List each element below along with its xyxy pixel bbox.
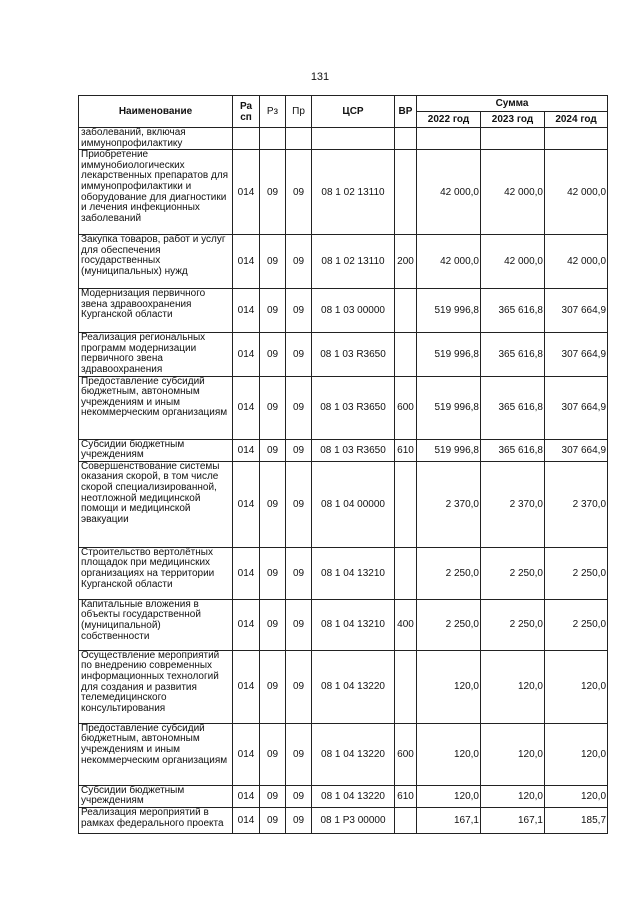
cell-name: Приобретение иммунобиологических лекарственных препаратов для иммунопрофилактики и оборудование для диагностики и лечения инфекционных заболеваний xyxy=(79,150,233,235)
cell-y2024: 185,7 xyxy=(545,807,608,833)
cell-csr: 08 1 02 13110 xyxy=(312,150,395,235)
cell-y2022: 519 996,8 xyxy=(417,333,481,376)
cell-y2022: 42 000,0 xyxy=(417,150,481,235)
table-row xyxy=(79,128,608,150)
cell-name: Строительство вертолётных площадок при медицинских организациях на территории Курганской области xyxy=(79,547,233,599)
cell-y2023: 365 616,8 xyxy=(481,376,545,439)
cell-pr: 09 xyxy=(286,650,312,723)
cell-ra: 014 xyxy=(233,547,260,599)
cell-ra xyxy=(233,128,260,150)
cell-ra: 014 xyxy=(233,439,260,461)
header-csr: ЦСР xyxy=(312,96,395,128)
cell-y2023: 2 250,0 xyxy=(481,547,545,599)
table-body xyxy=(79,128,608,834)
cell-y2023: 167,1 xyxy=(481,807,545,833)
cell-csr: 08 1 P3 00000 xyxy=(312,807,395,833)
cell-y2024: 120,0 xyxy=(545,723,608,785)
cell-pr: 09 xyxy=(286,461,312,547)
cell-pr xyxy=(286,128,312,150)
cell-csr xyxy=(312,128,395,150)
cell-y2022 xyxy=(417,128,481,150)
header-2024: 2024 год xyxy=(545,112,608,128)
cell-pr: 09 xyxy=(286,235,312,289)
cell-vr: 200 xyxy=(395,235,417,289)
cell-vr xyxy=(395,289,417,333)
cell-ra: 014 xyxy=(233,807,260,833)
cell-rz: 09 xyxy=(260,439,286,461)
cell-vr: 600 xyxy=(395,723,417,785)
cell-vr: 600 xyxy=(395,376,417,439)
cell-name: Модернизация первичного звена здравоохранения Курганской области xyxy=(79,289,233,333)
cell-pr: 09 xyxy=(286,807,312,833)
cell-y2023: 120,0 xyxy=(481,785,545,807)
cell-ra: 014 xyxy=(233,235,260,289)
cell-name: Предоставление субсидий бюджетным, автономным учреждениям и иным некоммерческим организациям xyxy=(79,376,233,439)
cell-ra: 014 xyxy=(233,785,260,807)
cell-ra: 014 xyxy=(233,376,260,439)
cell-y2024: 2 250,0 xyxy=(545,599,608,650)
cell-y2022: 42 000,0 xyxy=(417,235,481,289)
cell-y2022: 2 370,0 xyxy=(417,461,481,547)
table-row xyxy=(79,150,608,235)
cell-vr xyxy=(395,128,417,150)
header-name: Наименование xyxy=(79,96,233,128)
cell-y2023: 365 616,8 xyxy=(481,439,545,461)
cell-y2022: 519 996,8 xyxy=(417,376,481,439)
cell-ra: 014 xyxy=(233,599,260,650)
cell-rz: 09 xyxy=(260,807,286,833)
cell-csr: 08 1 04 13220 xyxy=(312,650,395,723)
table-row xyxy=(79,289,608,333)
cell-y2024 xyxy=(545,128,608,150)
cell-y2024: 2 370,0 xyxy=(545,461,608,547)
cell-vr xyxy=(395,650,417,723)
cell-csr: 08 1 04 13210 xyxy=(312,599,395,650)
cell-name: заболеваний, включая иммунопрофилактику xyxy=(79,128,233,150)
budget-table xyxy=(78,95,608,834)
cell-csr: 08 1 04 13220 xyxy=(312,785,395,807)
cell-pr: 09 xyxy=(286,723,312,785)
cell-pr: 09 xyxy=(286,333,312,376)
cell-name: Закупка товаров, работ и услуг для обеспечения государственных (муниципальных) нужд xyxy=(79,235,233,289)
cell-y2022: 2 250,0 xyxy=(417,599,481,650)
table-row xyxy=(79,785,608,807)
cell-pr: 09 xyxy=(286,547,312,599)
cell-csr: 08 1 04 00000 xyxy=(312,461,395,547)
cell-y2023: 2 250,0 xyxy=(481,599,545,650)
header-pr: Пр xyxy=(286,96,312,128)
cell-rz xyxy=(260,128,286,150)
cell-y2022: 519 996,8 xyxy=(417,439,481,461)
cell-rz: 09 xyxy=(260,376,286,439)
cell-y2024: 42 000,0 xyxy=(545,150,608,235)
cell-y2023 xyxy=(481,128,545,150)
cell-csr: 08 1 04 13220 xyxy=(312,723,395,785)
cell-vr: 400 xyxy=(395,599,417,650)
table-row xyxy=(79,333,608,376)
cell-y2023: 42 000,0 xyxy=(481,235,545,289)
cell-y2022: 519 996,8 xyxy=(417,289,481,333)
cell-csr: 08 1 03 00000 xyxy=(312,289,395,333)
header-vr: ВР xyxy=(395,96,417,128)
cell-ra: 014 xyxy=(233,150,260,235)
cell-y2024: 307 664,9 xyxy=(545,439,608,461)
cell-ra: 014 xyxy=(233,650,260,723)
header-rz: Рз xyxy=(260,96,286,128)
cell-y2024: 307 664,9 xyxy=(545,289,608,333)
cell-vr xyxy=(395,807,417,833)
cell-csr: 08 1 03 R3650 xyxy=(312,439,395,461)
cell-name: Капитальные вложения в объекты государственной (муниципальной) собственности xyxy=(79,599,233,650)
cell-rz: 09 xyxy=(260,547,286,599)
cell-y2022: 2 250,0 xyxy=(417,547,481,599)
cell-rz: 09 xyxy=(260,785,286,807)
cell-y2022: 120,0 xyxy=(417,723,481,785)
table-row xyxy=(79,461,608,547)
cell-vr: 610 xyxy=(395,439,417,461)
cell-y2024: 120,0 xyxy=(545,650,608,723)
cell-rz: 09 xyxy=(260,599,286,650)
cell-y2023: 2 370,0 xyxy=(481,461,545,547)
cell-vr xyxy=(395,150,417,235)
cell-csr: 08 1 02 13110 xyxy=(312,235,395,289)
cell-y2024: 307 664,9 xyxy=(545,376,608,439)
cell-vr xyxy=(395,333,417,376)
cell-name: Субсидии бюджетным учреждениям xyxy=(79,439,233,461)
cell-rz: 09 xyxy=(260,150,286,235)
cell-ra: 014 xyxy=(233,461,260,547)
table-row xyxy=(79,723,608,785)
table-row xyxy=(79,650,608,723)
cell-vr: 610 xyxy=(395,785,417,807)
cell-csr: 08 1 03 R3650 xyxy=(312,333,395,376)
table-row xyxy=(79,547,608,599)
header-2023: 2023 год xyxy=(481,112,545,128)
cell-name: Совершенствование системы оказания скорой, в том числе скорой специализированной, неотложной медицинской помощи и медицинской эвакуации xyxy=(79,461,233,547)
table-row xyxy=(79,439,608,461)
cell-y2022: 120,0 xyxy=(417,650,481,723)
cell-csr: 08 1 04 13210 xyxy=(312,547,395,599)
page-number: 131 xyxy=(310,71,330,83)
cell-pr: 09 xyxy=(286,376,312,439)
cell-name: Предоставление субсидий бюджетным, автономным учреждениям и иным некоммерческим организациям xyxy=(79,723,233,785)
cell-name: Реализация региональных программ модернизации первичного звена здравоохранения xyxy=(79,333,233,376)
cell-pr: 09 xyxy=(286,150,312,235)
cell-rz: 09 xyxy=(260,235,286,289)
cell-rz: 09 xyxy=(260,650,286,723)
cell-y2023: 365 616,8 xyxy=(481,289,545,333)
cell-name: Реализация мероприятий в рамках федерального проекта xyxy=(79,807,233,833)
header-sum: Сумма xyxy=(417,96,608,112)
cell-csr: 08 1 03 R3650 xyxy=(312,376,395,439)
cell-name: Осуществление мероприятий по внедрению современных информационных технологий для создания и развития телемедицинского консультирования xyxy=(79,650,233,723)
cell-y2024: 307 664,9 xyxy=(545,333,608,376)
cell-vr xyxy=(395,547,417,599)
cell-pr: 09 xyxy=(286,785,312,807)
cell-y2022: 167,1 xyxy=(417,807,481,833)
header-2022: 2022 год xyxy=(417,112,481,128)
cell-ra: 014 xyxy=(233,723,260,785)
cell-rz: 09 xyxy=(260,333,286,376)
cell-y2022: 120,0 xyxy=(417,785,481,807)
table-row xyxy=(79,599,608,650)
cell-rz: 09 xyxy=(260,723,286,785)
cell-pr: 09 xyxy=(286,439,312,461)
cell-vr xyxy=(395,461,417,547)
cell-ra: 014 xyxy=(233,289,260,333)
cell-pr: 09 xyxy=(286,289,312,333)
table-row xyxy=(79,376,608,439)
cell-y2023: 365 616,8 xyxy=(481,333,545,376)
header-ra: Ра сп xyxy=(233,96,260,128)
cell-rz: 09 xyxy=(260,289,286,333)
cell-pr: 09 xyxy=(286,599,312,650)
cell-ra: 014 xyxy=(233,333,260,376)
cell-y2024: 42 000,0 xyxy=(545,235,608,289)
cell-y2023: 42 000,0 xyxy=(481,150,545,235)
cell-y2023: 120,0 xyxy=(481,723,545,785)
table-row xyxy=(79,235,608,289)
cell-rz: 09 xyxy=(260,461,286,547)
cell-name: Субсидии бюджетным учреждениям xyxy=(79,785,233,807)
table-row xyxy=(79,807,608,833)
cell-y2024: 120,0 xyxy=(545,785,608,807)
cell-y2024: 2 250,0 xyxy=(545,547,608,599)
cell-y2023: 120,0 xyxy=(481,650,545,723)
